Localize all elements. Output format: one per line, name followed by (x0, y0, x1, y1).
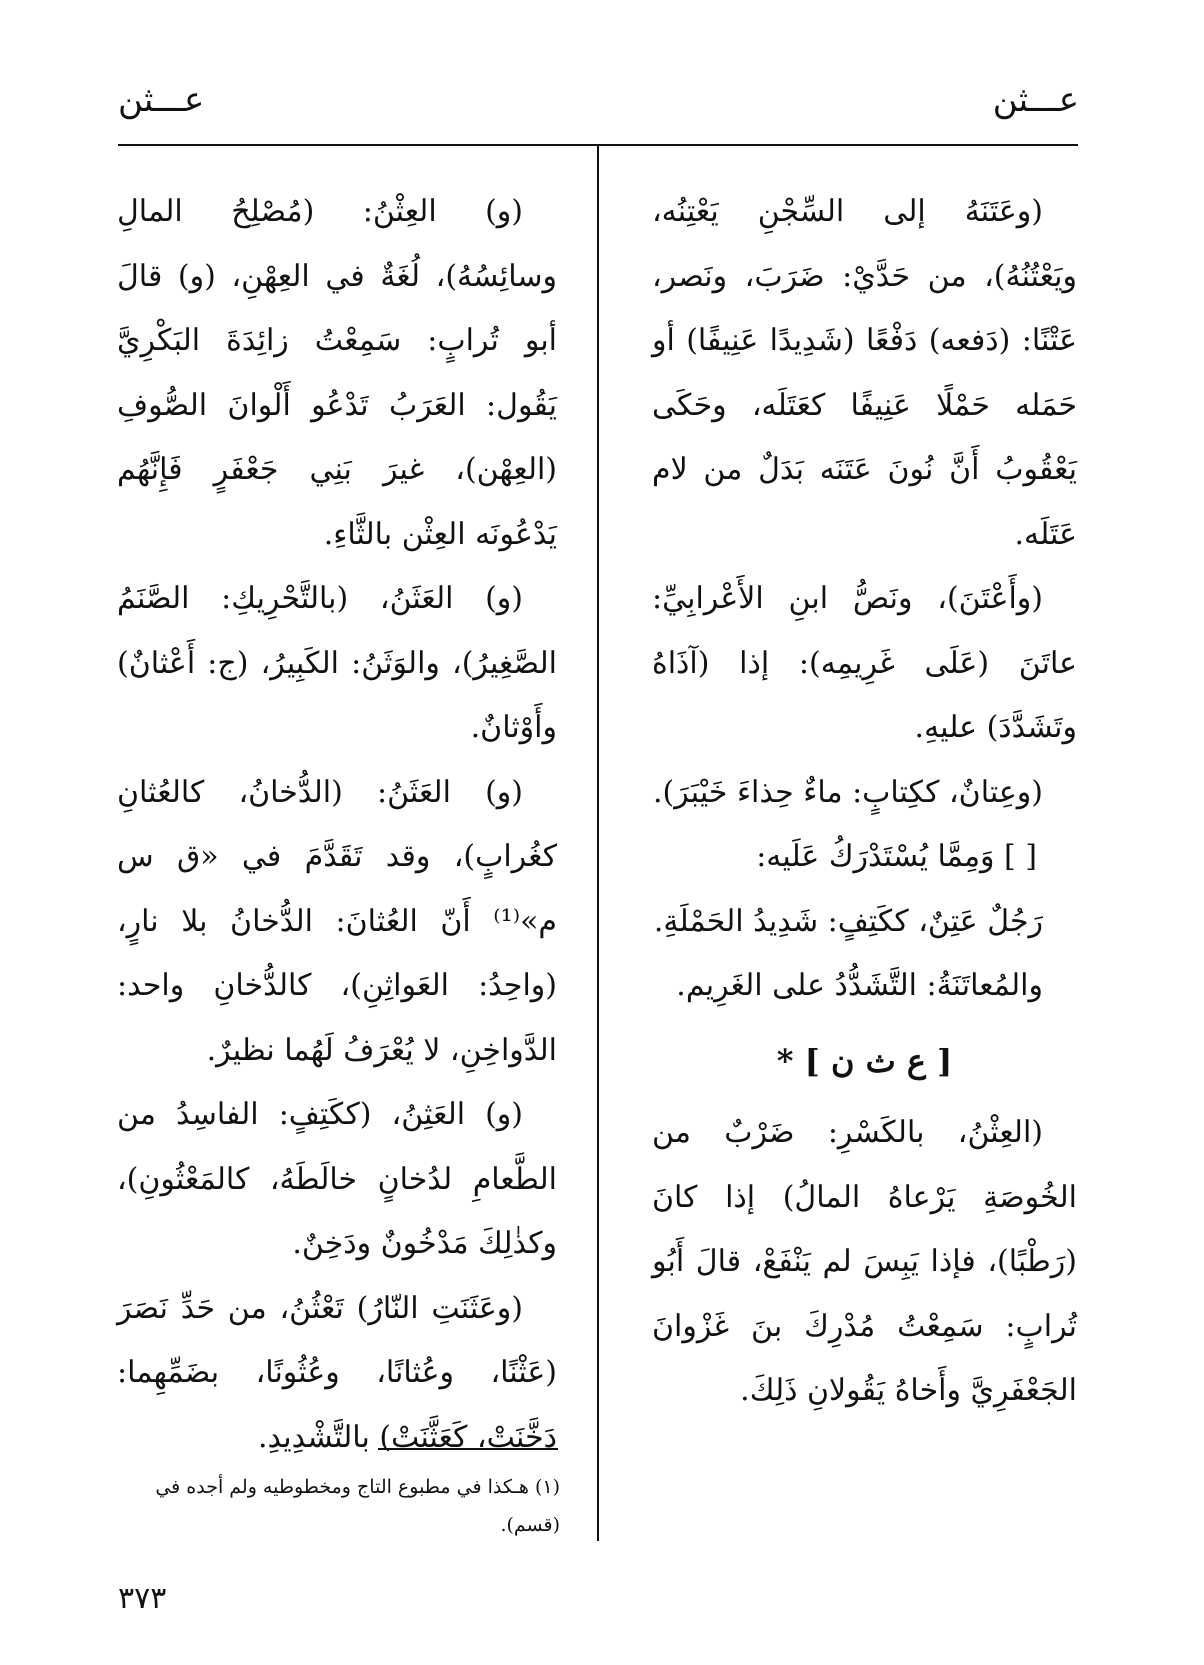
entry-paragraph: والمُعاتَنَةُ: التَّشَدُّدُ على الغَرِيم. (676, 968, 1043, 1003)
entry-paragraph: (و) العِثْنُ: (مُصْلِحُ المالِ وسائِسُهُ)، لُغَةٌ في العِهْنِ، (و) قالَ أبو تُرابٍ: سَمِعْتُ زائِدَةَ البَكْرِيَّ يَقُول: العَرَبُ تَدْعُو أَلْوانَ الصُّوفِ (العِهْن)، غيرَ بَنِي جَعْفَرٍ فَإِنَّهُم يَدْعُونَه العِثْن بالثَّاءِ. (117, 194, 557, 552)
entry-paragraph: (و) العَثِنُ، (ككَتِفٍ: الفاسِدُ من الطَّعامِ لدُخانٍ خالَطَهُ، كالمَعْثُونِ)، وكذٰلِكَ مَدْخُونٌ ودَخِنٌ. (117, 1097, 557, 1261)
entry-paragraph: (وأَعْتَنَ)، ونَصُّ ابنِ الأَعْرابِيِّ: عاتَنَ (عَلَى غَرِيمِه): إذا (آذَاهُ وتَشَدَّدَ) عليهِ. (652, 581, 1077, 745)
footnote-rule (378, 1448, 558, 1450)
root-heading: [ ع ث ن ] * (776, 1041, 953, 1080)
right-column (652, 180, 1077, 1424)
page-number: ٣٧٣ (118, 1581, 167, 1616)
supplement-marker: [ ] وَمِمَّا يُسْتَدْرَكُ عَلَيه: (756, 839, 1037, 874)
left-column (117, 180, 557, 1470)
footnote: (١) هـكذا في مطبوع التاج ومخطوطيه ولم أجده في (قسم). (155, 1476, 560, 1536)
running-header-right: عـــثن (992, 80, 1079, 120)
entry-paragraph: (وعَثَنَتِ النّارُ) تَعْثُنُ، من حَدِّ نَصَرَ (عَثْنًا، وعُثانًا، وعُثُونًا، بضَمِّهِما: دَخَّنَتْ، كَعَثَّنَتْ) بالتَّشْدِيدِ. (117, 1290, 557, 1455)
running-header-left: عـــثن (118, 80, 205, 120)
entry-paragraph: (و) العَثَنُ: (الدُّخانُ، كالعُثانِ كغُرابٍ)، وقد تَقَدَّمَ في «ق س م»⁽¹⁾ أَنّ العُثانَ: الدُّخانُ بلا نارٍ، (واحِدُ: العَواثِنِ)، كالدُّخانِ واحد: الدَّواخِنِ، لا يُعْرَفُ لَهُما نظيرٌ. (117, 774, 557, 1068)
column-divider (597, 146, 599, 1541)
entry-paragraph: رَجُلٌ عَتِنٌ، ككَتِفٍ: شَدِيدُ الحَمْلَةِ. (653, 903, 1043, 939)
entry-paragraph: (وعِتانٌ، ككِتابٍ: ماءٌ حِذاءَ خَيْبَرَ). (652, 774, 1043, 810)
entry-paragraph: (وعَتَنَهُ إلى السِّجْنِ يَعْتِنُه، ويَعْتُنُهُ)، من حَدَّيْ: ضَرَبَ، ونَصر، عَتْنًا: (دَفعه) دَفْعًا (شَدِيدًا عَنِيفًا) أو حَمَله حَمْلًا عَنِيفًا كعَتَلَه، وحَكَى يَعْقُوبُ أَنَّ نُونَ عَتَنَه بَدَلٌ من لام عَتَلَه. (652, 194, 1077, 552)
entry-paragraph: (العِثْنُ، بالكَسْرِ: ضَرْبٌ من الخُوصَةِ يَرْعاهُ المالُ) إذا كانَ (رَطْبًا)، فإذا يَبِسَ لم يَنْفَعْ، قالَ أَبُو تُرابٍ: سَمِعْتُ مُدْرِكَ بنَ غَزْوانَ الجَعْفَرِيَّ وأَخاهُ يَقُولانِ ذَلِكَ. (652, 1115, 1077, 1408)
entry-paragraph: (و) العَثَنُ، (بالتَّحْرِيكِ: الصَّنَمُ الصَّغِيرُ)، والوَثَنُ: الكَبِيرُ، (ج: أَعْثانٌ) وأَوْثانٌ. (117, 581, 557, 745)
